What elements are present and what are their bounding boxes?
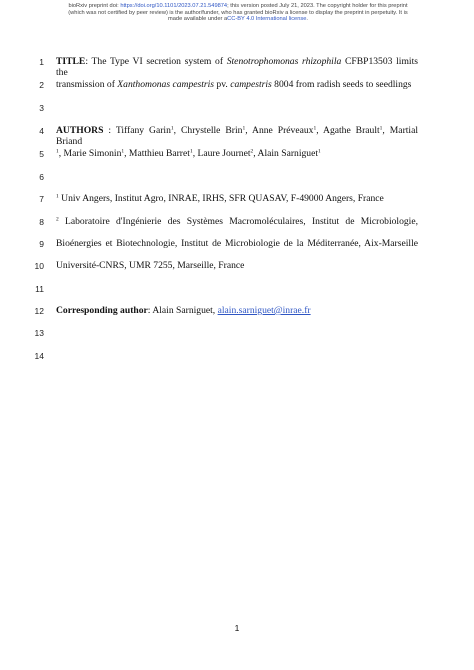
line-number: 1 [39, 57, 44, 67]
line-number: 12 [34, 306, 44, 316]
author-name: Martial Briand [56, 125, 419, 147]
affiliation-2-line-1: $^2$ Laboratoire d'Ingénierie des Systèmes Macromoléculaires, Institut de Microbiologie, [56, 216, 418, 227]
species-name: Xanthomonas campestris [117, 79, 215, 90]
line-number: 4 [39, 126, 44, 136]
line-number: 3 [39, 103, 44, 113]
author-name: Chrystelle Brin [181, 125, 243, 136]
line-number: 10 [34, 261, 44, 271]
banner-text: (which was not certified by peer review) is the author/funder, who has granted bioRxiv a license to display the preprint in perpetuity. It is [68, 9, 408, 16]
line-number: 8 [39, 217, 44, 227]
page-number: 1 [234, 623, 240, 633]
preprint-banner [22, 3, 454, 23]
pathovar-name: campestris [230, 79, 272, 90]
banner-text: made available under a [168, 16, 228, 23]
line-number: 11 [35, 284, 44, 294]
title-line-1: TITLE: The Type VI secretion system of Stenotrophomonas rhizophila CFBP13503 limits the [56, 56, 418, 78]
corresponding-label: Corresponding author [56, 305, 148, 316]
line-number: 5 [39, 149, 44, 159]
affiliation-1: $^1$ Univ Angers, Institut Agro, INRAE, IRHS, SFR QUASAV, F-49000 Angers, France [56, 193, 384, 204]
author-name: Tiffany Garin [115, 125, 171, 136]
authors-line-2: $^1$, Marie Simonin$^1$, Matthieu Barret$^1$, Laure Journet$^2$, Alain Sarniguet$^1$ [56, 148, 321, 159]
banner-text: . [306, 16, 308, 23]
line-number: 2 [39, 80, 44, 90]
species-name: Stenotrophomonas rhizophila [226, 56, 342, 67]
affiliation-2-line-3: Université-CNRS, UMR 7255, Marseille, France [56, 260, 245, 271]
license-link[interactable]: CC-BY 4.0 International license [227, 16, 307, 23]
title-label: TITLE [56, 56, 86, 67]
email-link[interactable]: alain.sarniguet@inrae.fr [217, 305, 311, 316]
line-number: 6 [39, 172, 44, 182]
affiliation-2-line-2: Bioénergies et Biotechnologie, Institut de Microbiologie de la Méditerranée, Aix-Marseille [56, 238, 418, 249]
author-name: Agathe Brault [323, 125, 380, 136]
author-name: Matthieu Barret [128, 148, 190, 159]
doi-link[interactable]: https://doi.org/10.1101/2023.07.21.549874 [120, 3, 228, 9]
banner-text: bioRxiv preprint doi: [68, 3, 121, 9]
authors-label: AUTHORS [56, 125, 104, 136]
title-line-2: transmission of Xanthomonas campestris pv. campestris 8004 from radish seeds to seedlings [56, 79, 412, 90]
line-number: 13 [34, 328, 44, 338]
line-number: 9 [39, 239, 44, 249]
author-name: Anne Préveaux [252, 125, 314, 136]
banner-text: ; this version posted July 21, 2023. The copyright holder for this preprint [227, 3, 408, 9]
authors-line-1: AUTHORS : Tiffany Garin$^1$, Chrystelle Brin$^1$, Anne Préveaux$^1$, Agathe Brault$^1$, Martial Briand [56, 125, 419, 147]
corresponding-author: Corresponding author: Alain Sarniguet, alain.sarniguet@inrae.fr [56, 305, 311, 316]
line-number: 14 [34, 351, 44, 361]
author-name: Marie Simonin [63, 148, 122, 159]
author-name: Laure Journet [197, 148, 251, 159]
line-number: 7 [39, 194, 44, 204]
author-name: Alain Sarniguet [257, 148, 319, 159]
